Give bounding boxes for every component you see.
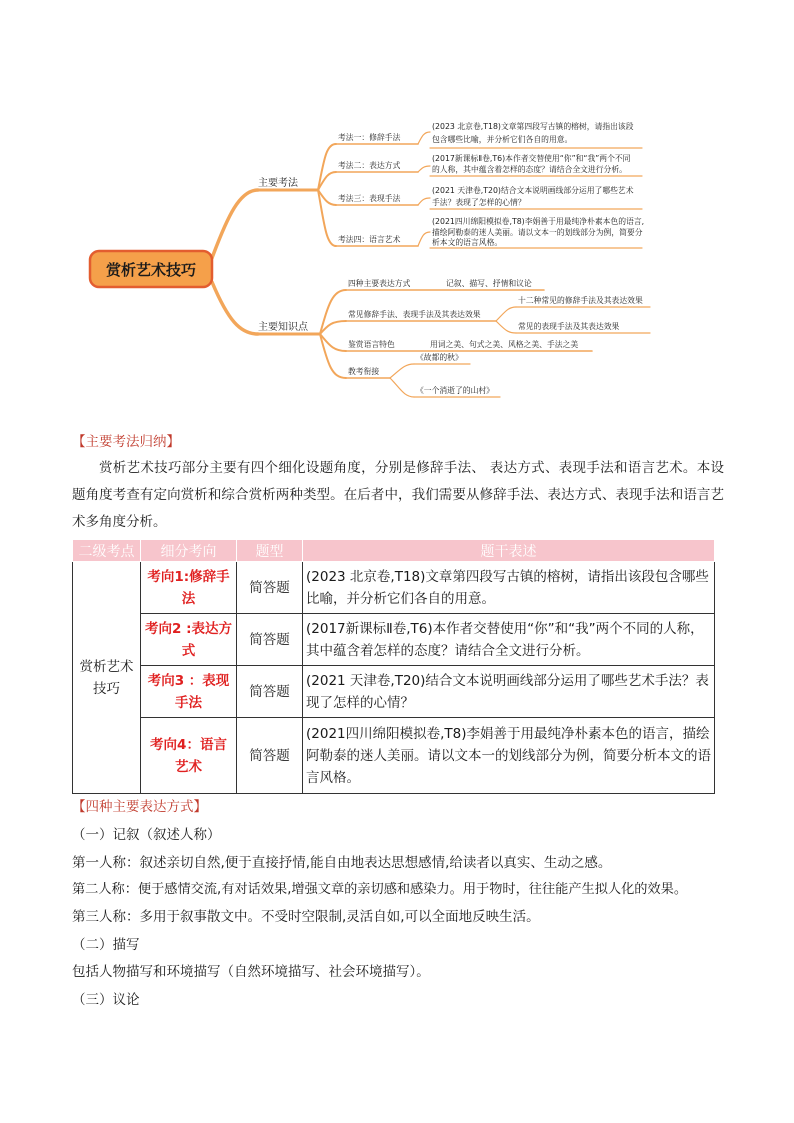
- knowledge-4-label: 教考衔接: [348, 367, 380, 376]
- method-2-text-line2: 的人称，其中蕴含着怎样的态度？请结合全文进行分析。: [432, 165, 627, 174]
- table-row: [73, 666, 715, 718]
- subheading-description: （二）描写: [72, 937, 140, 953]
- desc-cell: (2021四川绵阳模拟卷,T8)李娟善于用最纯净朴素本色的语言，描绘阿勒泰的迷人美丽。请以文本一的划线部分为例，简要分析本文的语言风格。: [303, 718, 715, 794]
- method-3-text-line2: 手法？表现了怎样的心情？: [432, 198, 526, 207]
- knowledge-2-sub2: 常见的表现手法及其表达效果: [518, 322, 620, 331]
- level2-cell: 赏析艺术技巧: [73, 562, 141, 794]
- direction-cell: 考向3 ：表现手法: [141, 666, 237, 718]
- method-4-text-line3: 析本文的语言风格。: [432, 238, 503, 247]
- type-cell: 简答题: [237, 718, 303, 794]
- section-title-methods: 【主要考法归纳】: [72, 434, 180, 450]
- second-person-line: 第二人称：便于感情交流,有对话效果,增强文章的亲切感和感染力。用于物时，往往能产生拟人化的效果。: [72, 882, 688, 897]
- table-row: [73, 562, 715, 614]
- mind-map: [0, 0, 794, 420]
- section-title-expressions: 【四种主要表达方式】: [72, 799, 207, 815]
- branch-main-methods: 主要考法: [258, 178, 298, 189]
- knowledge-2-label: 常见修辞手法、表现手法及其表达效果: [348, 310, 481, 319]
- table-header: 二级考点: [73, 540, 141, 562]
- knowledge-1-label: 四种主要表达方式: [348, 279, 411, 288]
- subheading-argument: （三）议论: [72, 992, 140, 1008]
- branch-main-knowledge: 主要知识点: [258, 322, 308, 333]
- direction-cell: 考向1:修辞手法: [141, 562, 237, 614]
- direction-cell: 考向4：语言艺术: [141, 718, 237, 794]
- knowledge-4-sub2: 《一个消逝了的山村》: [416, 386, 494, 395]
- table-row: [73, 614, 715, 666]
- desc-cell: (2023 北京卷,T18)文章第四段写古镇的榕树，请指出该段包含哪些比喻，并分析它们各自的用意。: [303, 562, 715, 614]
- description-line: 包括人物描写和环境描写（自然环境描写、社会环境描写）。: [72, 964, 430, 980]
- method-3-label: 考法三：表现手法: [338, 194, 401, 203]
- methods-paragraph: 赏析艺术技巧部分主要有四个细化设题角度，分别是修辞手法、 表达方式、表现手法和语言艺术。本设题角度考查有定向赏析和综合赏析两种类型。在后者中，我们需要从修辞手法、表达方式、表现手法和语言艺术多角度分析。: [72, 460, 724, 530]
- table-header-row: [73, 540, 715, 562]
- method-2-text-line1: (2017新课标Ⅱ卷,T6)本作者交替使用“你”和“我”两个不同: [432, 154, 631, 163]
- table-header: 细分考向: [141, 540, 237, 562]
- knowledge-1-detail: 记叙、描写、抒情和议论: [446, 279, 532, 288]
- knowledge-4-sub1: 《故都的秋》: [416, 353, 463, 362]
- table-row: [73, 718, 715, 794]
- knowledge-3-detail: 用词之美、句式之美、风格之美、手法之美: [430, 340, 579, 349]
- method-1-text-line1: (2023 北京卷,T18)文章第四段写古镇的榕树，请指出该段: [432, 122, 634, 131]
- method-4-text-line1: (2021四川绵阳模拟卷,T8)李娟善于用最纯净朴素本色的语言,: [432, 217, 645, 226]
- third-person-line: 第三人称：多用于叙事散文中。不受时空限制,灵活自如,可以全面地反映生活。: [72, 909, 540, 925]
- table-header: 题干表述: [303, 540, 715, 562]
- knowledge-3-label: 鉴赏语言特色: [348, 340, 395, 349]
- exam-direction-table: [72, 539, 715, 794]
- subheading-narration: （一）记叙（叙述人称）: [72, 827, 221, 843]
- desc-cell: (2021 天津卷,T20)结合文本说明画线部分运用了哪些艺术手法？表现了怎样的心情？: [303, 666, 715, 718]
- method-3-text-line1: (2021 天津卷,T20)结合文本说明画线部分运用了哪些艺术: [432, 186, 634, 195]
- method-4-label: 考法四：语言艺术: [338, 235, 401, 244]
- first-person-line: 第一人称：叙述亲切自然,便于直接抒情,能自由地表达思想感情,给读者以真实、生动之感。: [72, 855, 612, 871]
- method-1-text-line2: 包含哪些比喻，并分析它们各自的用意。: [432, 135, 573, 144]
- root-node-label: 赏析艺术技巧: [105, 261, 197, 279]
- desc-cell: (2017新课标Ⅱ卷,T6)本作者交替使用“你”和“我”两个不同的人称，其中蕴含着怎样的态度？请结合全文进行分析。: [303, 614, 715, 666]
- method-2-label: 考法二：表达方式: [338, 161, 401, 170]
- knowledge-2-sub1: 十二种常见的修辞手法及其表达效果: [518, 296, 643, 305]
- method-4-text-line2: 描绘阿勒泰的迷人美丽。请以文本一的划线部分为例，简要分: [432, 228, 643, 237]
- direction-cell: 考向2 :表达方式: [141, 614, 237, 666]
- type-cell: 简答题: [237, 562, 303, 614]
- table-header: 题型: [237, 540, 303, 562]
- type-cell: 简答题: [237, 666, 303, 718]
- method-1-label: 考法一：修辞手法: [338, 133, 401, 142]
- type-cell: 简答题: [237, 614, 303, 666]
